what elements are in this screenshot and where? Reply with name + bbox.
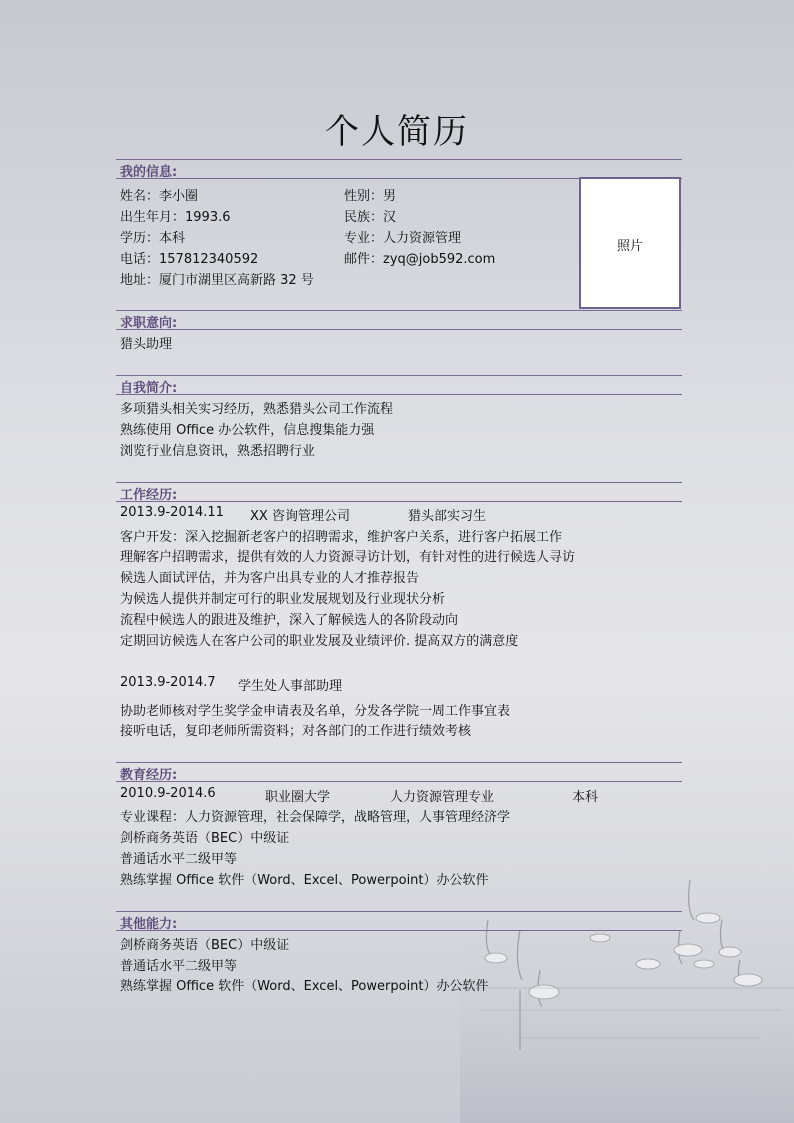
work-duty: 客户开发：深入挖掘新老客户的招聘需求，维护客户关系，进行客户拓展工作 <box>120 530 563 545</box>
intro-line: 熟练使用 Office 办公软件，信息搜集能力强 <box>120 423 375 438</box>
section-title: 工作经历: <box>120 488 178 503</box>
photo-placeholder <box>579 177 681 309</box>
info-birth: 出生年月：1993.6 <box>120 210 231 225</box>
photo-label: 照片 <box>616 239 643 254</box>
work-duty: 定期回访候选人在客户公司的职业发展及业绩评价. 提高双方的满意度 <box>120 634 519 649</box>
section-title: 其他能力: <box>120 917 178 932</box>
section-header-intent <box>116 310 682 330</box>
work-role: 学生处人事部助理 <box>238 679 343 694</box>
work-role: 猎头部实习生 <box>408 509 487 524</box>
edu-school: 职业圈大学 <box>265 790 331 805</box>
work-duty: 协助老师核对学生奖学金申请表及名单，分发各学院一周工作事宜表 <box>120 704 511 719</box>
intent-text: 猎头助理 <box>120 337 173 352</box>
swan-lake-illustration <box>460 860 794 1123</box>
info-gender: 性别：男 <box>344 189 397 204</box>
section-header-skills <box>116 911 682 931</box>
edu-major: 人力资源管理专业 <box>390 790 495 805</box>
info-degree: 学历：本科 <box>120 231 186 246</box>
work-duty: 接听电话，复印老师所需资料；对各部门的工作进行绩效考核 <box>120 724 472 739</box>
edu-degree: 本科 <box>572 790 599 805</box>
section-header-edu <box>116 762 682 782</box>
section-header-intro <box>116 375 682 395</box>
work-duty: 理解客户招聘需求，提供有效的人力资源寻访计划，有针对性的进行候选人寻访 <box>120 550 576 565</box>
work-duty: 流程中候选人的跟进及维护，深入了解候选人的各阶段动向 <box>120 613 459 628</box>
info-email: 邮件：zyq@job592.com <box>344 252 496 267</box>
edu-line: 熟练掌握 Office 软件（Word、Excel、Powerpoint）办公软件 <box>120 873 489 888</box>
work-period: 2013.9-2014.11 <box>120 505 224 520</box>
work-period: 2013.9-2014.7 <box>120 675 216 690</box>
intro-line: 多项猎头相关实习经历，熟悉猎头公司工作流程 <box>120 402 394 417</box>
section-title: 求职意向: <box>120 316 178 331</box>
info-name: 姓名：李小圈 <box>120 189 199 204</box>
resume-title: 个人简历 <box>325 112 469 152</box>
edu-line: 专业课程：人力资源管理，社会保障学，战略管理，人事管理经济学 <box>120 810 511 825</box>
work-duty: 候选人面试评估，并为客户出具专业的人才推荐报告 <box>120 571 420 586</box>
edu-period: 2010.9-2014.6 <box>120 786 216 801</box>
work-duty: 为候选人提供并制定可行的职业发展规划及行业现状分析 <box>120 592 446 607</box>
section-header-info <box>116 159 682 179</box>
intro-line: 浏览行业信息资讯，熟悉招聘行业 <box>120 444 316 459</box>
section-title: 教育经历: <box>120 768 178 783</box>
skill-line: 熟练掌握 Office 软件（Word、Excel、Powerpoint）办公软件 <box>120 979 489 994</box>
edu-line: 普通话水平二级甲等 <box>120 852 238 867</box>
skill-line: 普通话水平二级甲等 <box>120 959 238 974</box>
section-header-work <box>116 482 682 502</box>
info-address: 地址：厦门市湖里区高新路 32 号 <box>120 273 314 288</box>
info-ethnicity: 民族：汉 <box>344 210 397 225</box>
section-title: 自我简介: <box>120 381 178 396</box>
edu-line: 剑桥商务英语（BEC）中级证 <box>120 831 290 846</box>
work-company: XX 咨询管理公司 <box>250 509 350 524</box>
info-phone: 电话：157812340592 <box>120 252 259 267</box>
skill-line: 剑桥商务英语（BEC）中级证 <box>120 938 290 953</box>
info-major: 专业：人力资源管理 <box>344 231 462 246</box>
section-title: 我的信息: <box>120 165 178 180</box>
